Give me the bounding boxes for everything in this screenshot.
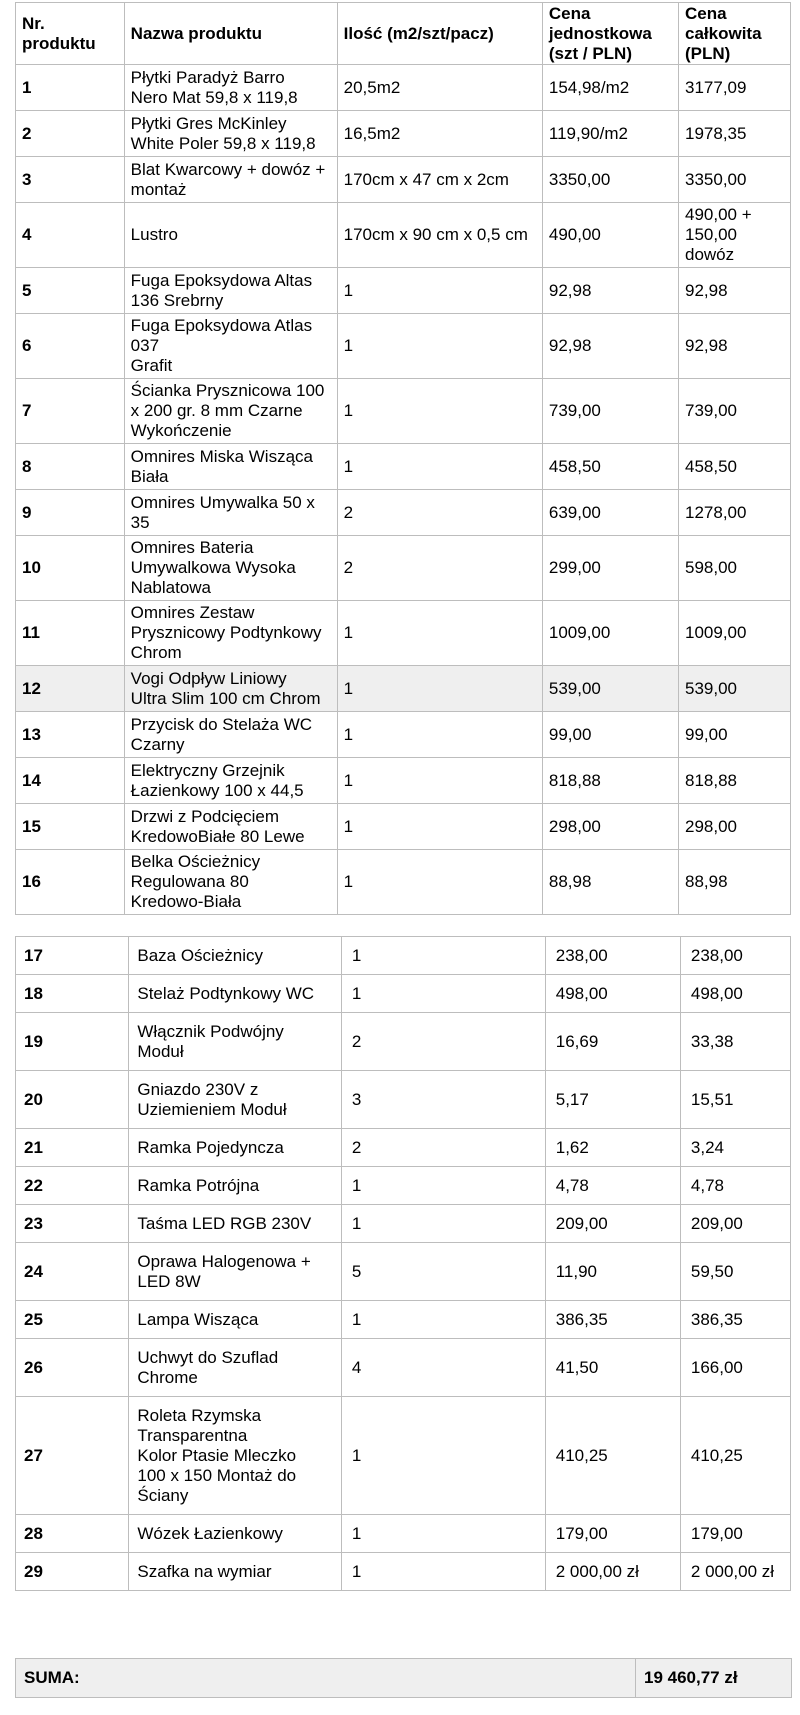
product-name: Omnires Bateria Umywalkowa Wysoka Nablatowa — [124, 536, 337, 601]
product-number: 9 — [16, 490, 125, 536]
product-number: 15 — [16, 804, 125, 850]
product-unit-price: 238,00 — [545, 937, 680, 975]
product-quantity: 16,5m2 — [337, 111, 542, 157]
product-total-price: 1978,35 — [679, 111, 791, 157]
product-unit-price: 92,98 — [542, 314, 678, 379]
product-quantity: 1 — [341, 937, 545, 975]
table-row — [16, 1167, 791, 1205]
table-row — [16, 1205, 791, 1243]
product-quantity: 1 — [337, 666, 542, 712]
header-product-number: Nr. produktu — [16, 3, 125, 65]
product-quantity: 1 — [337, 314, 542, 379]
table-row — [16, 975, 791, 1013]
product-quantity: 1 — [337, 601, 542, 666]
product-number: 26 — [16, 1339, 129, 1397]
product-number: 28 — [16, 1515, 129, 1553]
product-unit-price: 1,62 — [545, 1129, 680, 1167]
product-number: 5 — [16, 268, 125, 314]
product-total-price: 166,00 — [680, 1339, 790, 1397]
product-number: 22 — [16, 1167, 129, 1205]
product-unit-price: 2 000,00 zł — [545, 1553, 680, 1591]
table-row-highlighted — [16, 666, 791, 712]
product-name: Ramka Pojedyncza — [129, 1129, 342, 1167]
products-table — [15, 2, 791, 915]
products-table-continued — [15, 936, 791, 1591]
table-row — [16, 444, 791, 490]
product-name: Taśma LED RGB 230V — [129, 1205, 342, 1243]
product-quantity: 1 — [341, 975, 545, 1013]
product-total-price: 238,00 — [680, 937, 790, 975]
product-number: 25 — [16, 1301, 129, 1339]
summary-total: 19 460,77 zł — [636, 1659, 792, 1698]
product-quantity: 5 — [341, 1243, 545, 1301]
product-total-price: 386,35 — [680, 1301, 790, 1339]
product-quantity: 1 — [341, 1205, 545, 1243]
product-unit-price: 498,00 — [545, 975, 680, 1013]
product-unit-price: 5,17 — [545, 1071, 680, 1129]
product-name: Drzwi z Podcięciem KredowoBiałe 80 Lewe — [124, 804, 337, 850]
table-row — [16, 1339, 791, 1397]
product-quantity: 1 — [341, 1553, 545, 1591]
product-number: 18 — [16, 975, 129, 1013]
table-row — [16, 65, 791, 111]
header-unit-price: Cena jednostkowa (szt / PLN) — [542, 3, 678, 65]
product-name: Wózek Łazienkowy — [129, 1515, 342, 1553]
table-row — [16, 536, 791, 601]
summary-row — [16, 1659, 792, 1698]
table-row — [16, 1301, 791, 1339]
product-total-price: 92,98 — [679, 314, 791, 379]
table-row — [16, 1071, 791, 1129]
product-quantity: 2 — [337, 536, 542, 601]
table-row — [16, 712, 791, 758]
table-row — [16, 1553, 791, 1591]
product-name: Gniazdo 230V z Uziemieniem Moduł — [129, 1071, 342, 1129]
product-number: 14 — [16, 758, 125, 804]
product-name: Belka Ościeżnicy Regulowana 80 Kredowo-Biała — [124, 850, 337, 915]
product-total-price: 209,00 — [680, 1205, 790, 1243]
product-total-price: 4,78 — [680, 1167, 790, 1205]
product-number: 8 — [16, 444, 125, 490]
product-total-price: 458,50 — [679, 444, 791, 490]
product-number: 12 — [16, 666, 125, 712]
product-number: 24 — [16, 1243, 129, 1301]
product-unit-price: 639,00 — [542, 490, 678, 536]
table-row — [16, 314, 791, 379]
product-total-price: 739,00 — [679, 379, 791, 444]
product-quantity: 170cm x 47 cm x 2cm — [337, 157, 542, 203]
product-name: Blat Kwarcowy + dowóz + montaż — [124, 157, 337, 203]
product-total-price: 490,00 + 150,00 dowóz — [679, 203, 791, 268]
product-name: Ramka Potrójna — [129, 1167, 342, 1205]
product-unit-price: 41,50 — [545, 1339, 680, 1397]
product-unit-price: 119,90/m2 — [542, 111, 678, 157]
table-row — [16, 1397, 791, 1515]
product-quantity: 1 — [341, 1515, 545, 1553]
product-unit-price: 4,78 — [545, 1167, 680, 1205]
product-unit-price: 386,35 — [545, 1301, 680, 1339]
product-quantity: 1 — [337, 444, 542, 490]
product-quantity: 1 — [341, 1301, 545, 1339]
product-unit-price: 410,25 — [545, 1397, 680, 1515]
product-quantity: 4 — [341, 1339, 545, 1397]
product-total-price: 33,38 — [680, 1013, 790, 1071]
table-row — [16, 379, 791, 444]
product-quantity: 20,5m2 — [337, 65, 542, 111]
product-total-price: 99,00 — [679, 712, 791, 758]
table-row — [16, 1243, 791, 1301]
product-quantity: 1 — [337, 379, 542, 444]
product-number: 16 — [16, 850, 125, 915]
product-name: Lampa Wisząca — [129, 1301, 342, 1339]
product-quantity: 2 — [341, 1013, 545, 1071]
product-name: Szafka na wymiar — [129, 1553, 342, 1591]
table-row — [16, 804, 791, 850]
product-unit-price: 16,69 — [545, 1013, 680, 1071]
table-row — [16, 850, 791, 915]
product-quantity: 1 — [341, 1167, 545, 1205]
product-number: 13 — [16, 712, 125, 758]
product-quantity: 1 — [337, 758, 542, 804]
product-total-price: 59,50 — [680, 1243, 790, 1301]
product-name: Ścianka Prysznicowa 100 x 200 gr. 8 mm Czarne Wykończenie — [124, 379, 337, 444]
table-row — [16, 1515, 791, 1553]
table-row — [16, 937, 791, 975]
product-number: 4 — [16, 203, 125, 268]
product-unit-price: 299,00 — [542, 536, 678, 601]
product-total-price: 92,98 — [679, 268, 791, 314]
product-number: 10 — [16, 536, 125, 601]
product-name: Płytki Gres McKinley White Poler 59,8 x 119,8 — [124, 111, 337, 157]
product-unit-price: 179,00 — [545, 1515, 680, 1553]
table-row — [16, 111, 791, 157]
product-quantity: 1 — [341, 1397, 545, 1515]
product-total-price: 15,51 — [680, 1071, 790, 1129]
product-number: 6 — [16, 314, 125, 379]
product-unit-price: 818,88 — [542, 758, 678, 804]
product-total-price: 298,00 — [679, 804, 791, 850]
product-number: 20 — [16, 1071, 129, 1129]
table-row — [16, 157, 791, 203]
table-row — [16, 758, 791, 804]
product-unit-price: 490,00 — [542, 203, 678, 268]
product-total-price: 539,00 — [679, 666, 791, 712]
product-quantity: 2 — [341, 1129, 545, 1167]
table-row — [16, 490, 791, 536]
product-unit-price: 3350,00 — [542, 157, 678, 203]
table-row — [16, 268, 791, 314]
product-quantity: 1 — [337, 850, 542, 915]
product-unit-price: 209,00 — [545, 1205, 680, 1243]
product-unit-price: 1009,00 — [542, 601, 678, 666]
product-name: Lustro — [124, 203, 337, 268]
product-total-price: 3,24 — [680, 1129, 790, 1167]
product-number: 27 — [16, 1397, 129, 1515]
header-product-name: Nazwa produktu — [124, 3, 337, 65]
product-total-price: 179,00 — [680, 1515, 790, 1553]
product-name: Przycisk do Stelaża WC Czarny — [124, 712, 337, 758]
product-unit-price: 92,98 — [542, 268, 678, 314]
product-number: 17 — [16, 937, 129, 975]
table-row — [16, 1129, 791, 1167]
product-number: 21 — [16, 1129, 129, 1167]
product-name: Włącznik Podwójny Moduł — [129, 1013, 342, 1071]
product-name: Vogi Odpływ Liniowy Ultra Slim 100 cm Chrom — [124, 666, 337, 712]
product-total-price: 3177,09 — [679, 65, 791, 111]
product-total-price: 598,00 — [679, 536, 791, 601]
product-total-price: 3350,00 — [679, 157, 791, 203]
table-header-row — [16, 3, 791, 65]
product-quantity: 1 — [337, 804, 542, 850]
product-number: 19 — [16, 1013, 129, 1071]
product-name: Elektryczny Grzejnik Łazienkowy 100 x 44,5 — [124, 758, 337, 804]
product-unit-price: 11,90 — [545, 1243, 680, 1301]
product-quantity: 1 — [337, 712, 542, 758]
product-name: Oprawa Halogenowa + LED 8W — [129, 1243, 342, 1301]
product-number: 11 — [16, 601, 125, 666]
summary-label: SUMA: — [16, 1659, 636, 1698]
product-quantity: 1 — [337, 268, 542, 314]
product-total-price: 88,98 — [679, 850, 791, 915]
table-row — [16, 601, 791, 666]
product-number: 7 — [16, 379, 125, 444]
product-name: Fuga Epoksydowa Altas 136 Srebrny — [124, 268, 337, 314]
summary-table — [15, 1658, 792, 1698]
product-total-price: 2 000,00 zł — [680, 1553, 790, 1591]
product-name: Baza Ościeżnicy — [129, 937, 342, 975]
product-total-price: 818,88 — [679, 758, 791, 804]
product-name: Omnires Zestaw Prysznicowy Podtynkowy Chrom — [124, 601, 337, 666]
product-name: Stelaż Podtynkowy WC — [129, 975, 342, 1013]
product-number: 23 — [16, 1205, 129, 1243]
header-total-price: Cena całkowita (PLN) — [679, 3, 791, 65]
product-quantity: 170cm x 90 cm x 0,5 cm — [337, 203, 542, 268]
product-unit-price: 539,00 — [542, 666, 678, 712]
header-quantity: Ilość (m2/szt/pacz) — [337, 3, 542, 65]
product-unit-price: 739,00 — [542, 379, 678, 444]
product-total-price: 410,25 — [680, 1397, 790, 1515]
product-number: 2 — [16, 111, 125, 157]
product-name: Uchwyt do Szuflad Chrome — [129, 1339, 342, 1397]
product-total-price: 1009,00 — [679, 601, 791, 666]
product-number: 29 — [16, 1553, 129, 1591]
product-name: Omnires Miska Wisząca Biała — [124, 444, 337, 490]
product-quantity: 2 — [337, 490, 542, 536]
product-total-price: 498,00 — [680, 975, 790, 1013]
product-unit-price: 99,00 — [542, 712, 678, 758]
product-name: Płytki Paradyż Barro Nero Mat 59,8 x 119,8 — [124, 65, 337, 111]
product-unit-price: 154,98/m2 — [542, 65, 678, 111]
table-row — [16, 203, 791, 268]
product-total-price: 1278,00 — [679, 490, 791, 536]
product-quantity: 3 — [341, 1071, 545, 1129]
product-number: 1 — [16, 65, 125, 111]
table-row — [16, 1013, 791, 1071]
product-number: 3 — [16, 157, 125, 203]
product-unit-price: 88,98 — [542, 850, 678, 915]
product-name: Roleta Rzymska Transparentna Kolor Ptasie Mleczko 100 x 150 Montaż do Ściany — [129, 1397, 342, 1515]
product-name: Omnires Umywalka 50 x 35 — [124, 490, 337, 536]
product-unit-price: 298,00 — [542, 804, 678, 850]
product-unit-price: 458,50 — [542, 444, 678, 490]
product-name: Fuga Epoksydowa Atlas 037 Grafit — [124, 314, 337, 379]
